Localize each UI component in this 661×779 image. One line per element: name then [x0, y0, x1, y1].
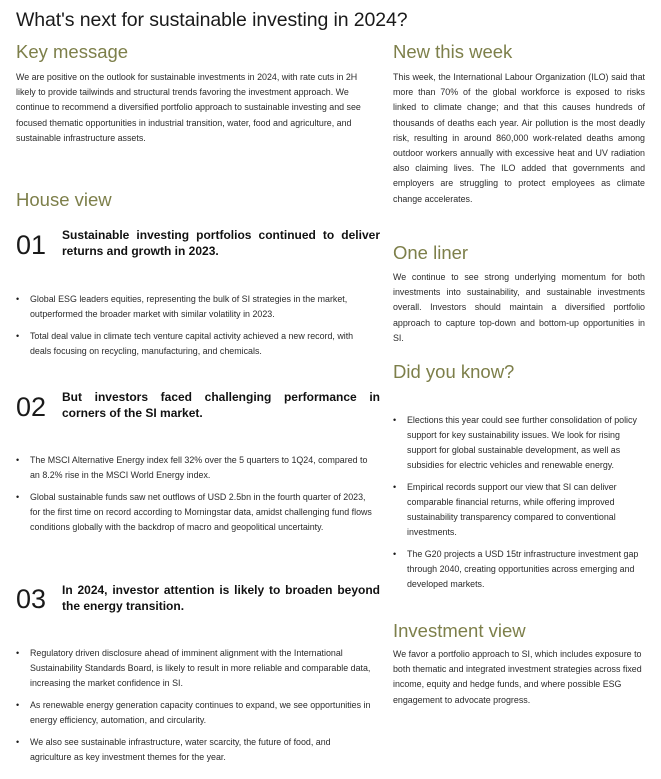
house-view-number-01: 01 — [16, 230, 47, 260]
house-view-bullets-02 — [16, 453, 374, 542]
list-item: • We also see sustainable infrastructure, water scarcity, the future of food, and agriculture as key investment themes for the year. — [16, 735, 374, 765]
page-title: What's next for sustainable investing in 2024? — [16, 9, 408, 31]
list-item: • Global sustainable funds saw net outflows of USD 2.5bn in the fourth quarter of 2023, for the first time on record according to Morningstar data, amidst challenging fund flows conditions globally with the backdrop of macro and geopolitical uncertainty. — [16, 490, 374, 535]
list-item: • Total deal value in climate tech venture capital activity achieved a new record, with deals focusing on recycling, manufacturing, and chemicals. — [16, 329, 374, 359]
house-view-bullets-01 — [16, 292, 374, 366]
key-message-heading: Key message — [16, 41, 129, 62]
new-this-week-text: This week, the International Labour Organization (ILO) said that more than 70% of the global workforce is exposed to risks linked to climate change; and that this causes hundreds of thousands of deaths each year. Air pollution is the most deadly risk, resulting in around 860,000 work-related deaths among outdoor workers annually with excessive heat and UV radiation also claiming lives. The ILO added that governments and employers are struggling to protect employees as climate change accelerates. — [393, 72, 645, 204]
list-item: • As renewable energy generation capacity continues to expand, we see opportunities in energy efficiency, automation, and circularity. — [16, 698, 374, 728]
list-item: • The MSCI Alternative Energy index fell 32% over the 5 quarters to 1Q24, compared to an 8.2% rise in the MSCI World Energy index. — [16, 453, 374, 483]
investment-view-heading: Investment view — [393, 620, 526, 641]
investment-view-text: We favor a portfolio approach to SI, which includes exposure to both thematic and integrated investment strategies across fixed income, equity and hedge funds, and where possible ESG engagement to advocate progress. — [393, 649, 642, 705]
house-view-headline-03: In 2024, investor attention is likely to broaden beyond the energy transition. — [62, 583, 380, 613]
list-item: • Global ESG leaders equities, representing the bulk of SI strategies in the market, outperformed the broader market with similar volatility in 2023. — [16, 292, 374, 322]
did-you-know-heading: Did you know? — [393, 361, 515, 382]
one-liner-heading: One liner — [393, 242, 469, 263]
list-item: • The G20 projects a USD 15tr infrastructure investment gap through 2040, creating opportunities across emerging and developed markets. — [393, 547, 641, 592]
house-view-number-03: 03 — [16, 584, 47, 614]
key-message-text: We are positive on the outlook for sustainable investments in 2024, with rate cuts in 2H likely to provide tailwinds and structural trends favoring the investment approach. We continue to recommend a diversified portfolio approach to sustainable investing and see focused thematic opportunities in industrial transition, water, food and agriculture, and sustainable infrastructure assets. — [16, 72, 361, 143]
one-liner-text: We continue to see strong underlying momentum for both investments into sustainability, and sustainable investments overall. Investors should maintain a diversified portfolio approach to capture top-down and bottom-up opportunities in SI. — [393, 272, 645, 343]
list-item: • Regulatory driven disclosure ahead of imminent alignment with the International Sustainability Standards Board, is likely to result in more reliable and comparable data, increasing the market confidence in SI. — [16, 646, 374, 691]
new-this-week-heading: New this week — [393, 41, 513, 62]
house-view-number-02: 02 — [16, 392, 47, 422]
did-you-know-bullets — [393, 413, 641, 599]
list-item: • Elections this year could see further consolidation of policy support for key sustainability issues. We look for rising support for global sustainable development, as well as subsidies for electric vehicles and renewable energy. — [393, 413, 641, 473]
house-view-heading: House view — [16, 189, 112, 210]
house-view-headline-02: But investors faced challenging performance in corners of the SI market. — [62, 390, 380, 420]
list-item: • Empirical records support our view that SI can deliver comparable financial returns, while offering improved sustainability transparency compared to conventional investments. — [393, 480, 641, 540]
house-view-bullets-03 — [16, 646, 374, 772]
house-view-headline-01: Sustainable investing portfolios continued to deliver returns and growth in 2023. — [62, 228, 380, 258]
